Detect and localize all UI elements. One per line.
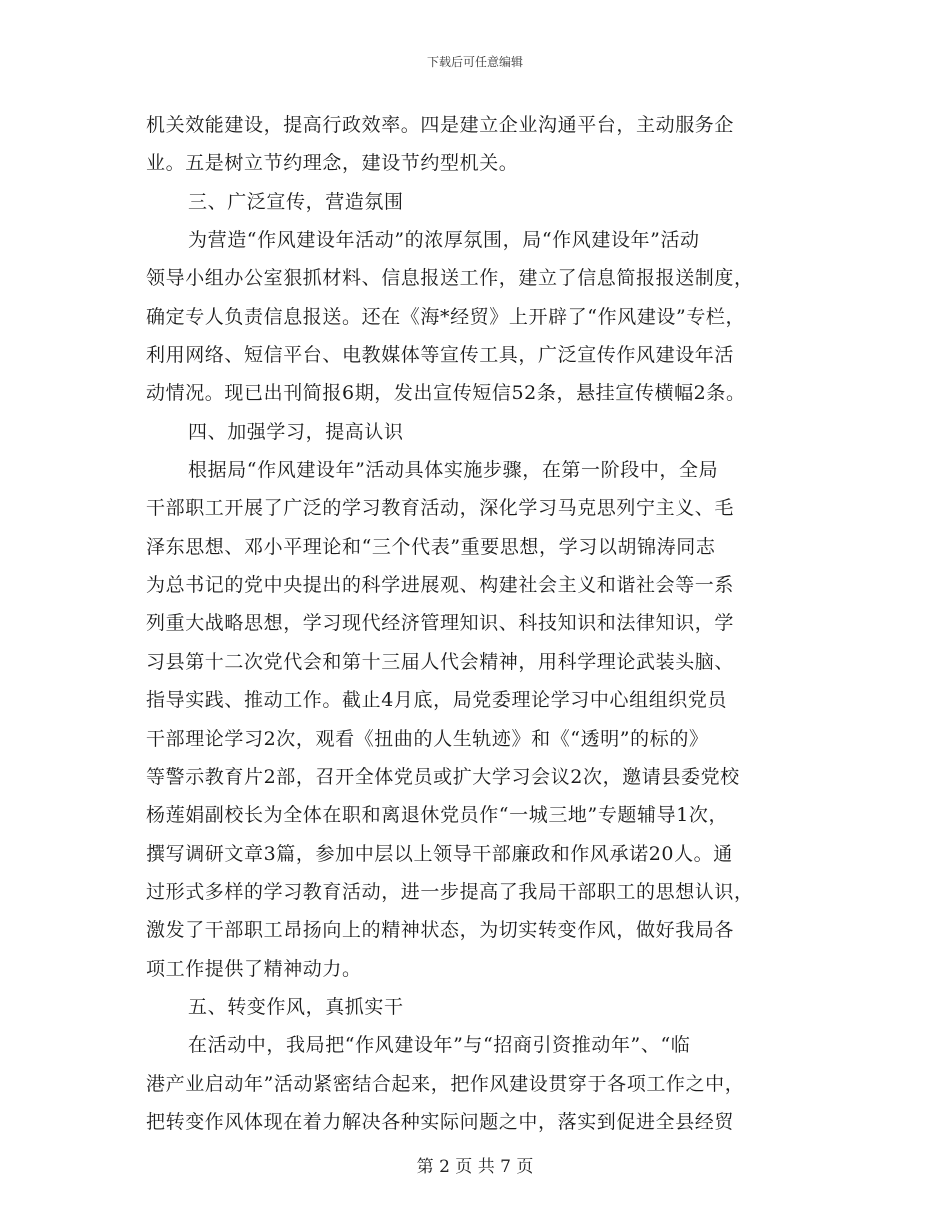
body-line: 机关效能建设，提高行政效率。四是建立企业沟通平台，主动服务企 [146,114,735,136]
body-line: 业。五是树立节约理念，建设节约型机关。 [146,152,519,175]
body-line: 列重大战略思想，学习现代经济管理知识、科技知识和法律知识，学 [146,612,735,635]
section-heading: 四、加强学习，提高认识 [188,420,404,443]
body-line: 为营造“作风建设年活动”的浓厚氛围，局“作风建设年”活动 [188,229,700,252]
body-line: 根据局“作风建设年”活动具体实施步骤，在第一阶段中，全局 [188,459,719,482]
body-line: 指导实践、推动工作。截止4月底，局党委理论学习中心组组织党员 [146,689,728,712]
body-line: 习县第十二次党代会和第十三届人代会精神，用科学理论武装头脑、 [146,650,735,673]
body-line: 项工作提供了精神动力。 [146,957,362,980]
body-line: 确定专人负责信息报送。还在《海*经贸》上开辟了“作风建设”专栏， [146,305,746,328]
body-line: 利用网络、短信平台、电教媒体等宣传工具，广泛宣传作风建设年活 [146,344,735,367]
body-line: 干部职工开展了广泛的学习教育活动，深化学习马克思列宁主义、毛 [146,497,735,520]
body-line: 港产业启动年”活动紧密结合起来，把作风建设贯穿于各项工作之中， [146,1072,745,1095]
body-line: 泽东思想、邓小平理论和“三个代表”重要思想，学习以胡锦涛同志 [146,535,716,558]
body-line: 为总书记的党中央提出的科学进展观、构建社会主义和谐社会等一系 [146,574,735,597]
body-line: 动情况。现已出刊简报6期，发出宣传短信52条，悬挂宣传横幅2条。 [146,382,746,405]
page-number-footer: 第 2 页 共 7 页 [416,1157,534,1177]
document-body [146,106,816,1141]
body-line: 过形式多样的学习教育活动，进一步提高了我局干部职工的思想认识， [146,880,754,903]
body-line: 等警示教育片2部，召开全体党员或扩大学习会议2次，邀请县委党校 [146,765,740,788]
body-line: 干部理论学习2次，观看《扭曲的人生轨迹》和《“透明”的标的》 [146,727,709,750]
body-line: 杨莲娟副校长为全体在职和离退休党员作“一城三地”专题辅导1次， [146,804,729,827]
body-line: 在活动中，我局把“作风建设年”与“招商引资推动年”、“临 [188,1034,691,1057]
page-header: 下载后可任意编辑 [426,55,523,69]
body-line: 领导小组办公室狠抓材料、信息报送工作，建立了信息简报报送制度， [146,267,754,290]
body-line: 撰写调研文章3篇，参加中层以上领导干部廉政和作风承诺20人。通 [146,842,733,865]
section-heading: 五、转变作风，真抓实干 [188,995,404,1018]
body-line: 激发了干部职工昂扬向上的精神状态，为切实转变作风，做好我局各 [146,919,735,942]
section-heading: 三、广泛宣传，营造氛围 [188,190,404,213]
body-line: 把转变作风体现在着力解决各种实际问题之中，落实到促进全县经贸 [146,1110,735,1133]
